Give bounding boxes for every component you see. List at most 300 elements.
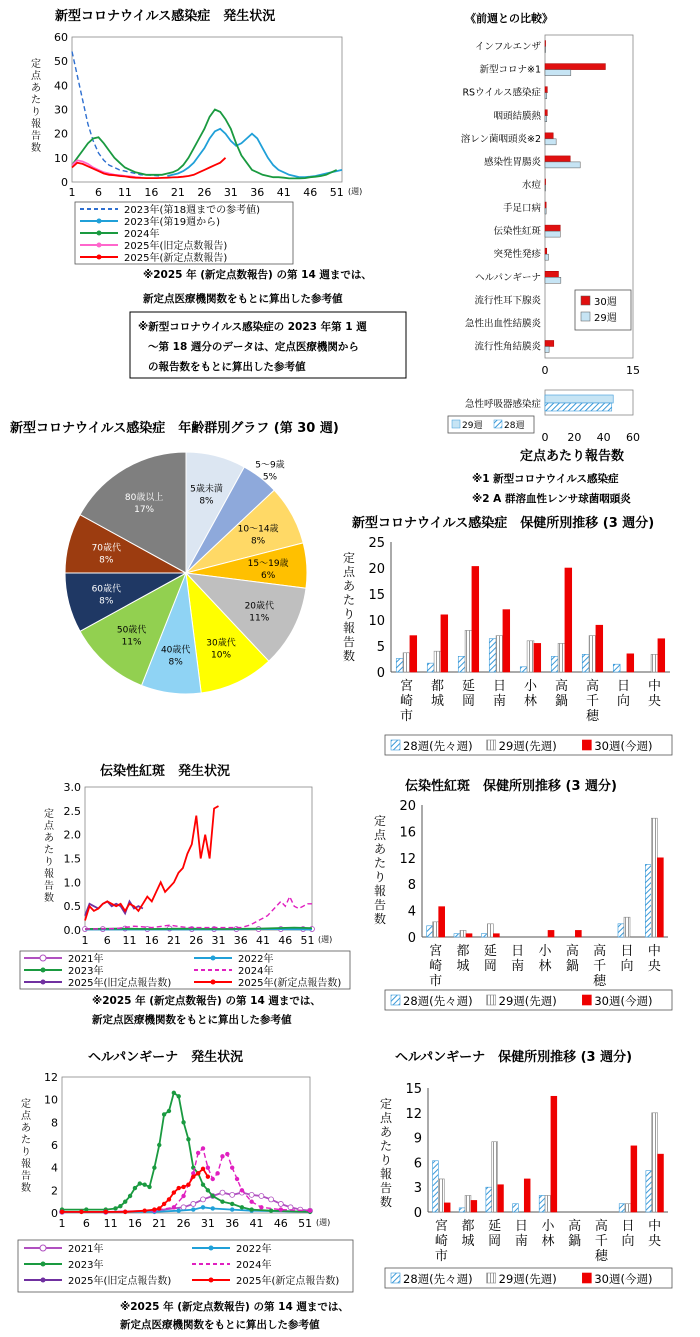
y-axis-label: り [379, 1153, 393, 1167]
legend-label: 29週 [594, 313, 617, 324]
category-label: 南 [514, 1234, 528, 1249]
bar-28週(先々週) [396, 658, 403, 672]
category-label: 千 [594, 1234, 608, 1249]
bar-28週(先々週) [489, 639, 496, 672]
x-tick-label: 41 [256, 934, 271, 947]
data-point [206, 1175, 210, 1179]
bar-30週 [545, 248, 547, 254]
legend-label: 28週(先々週) [403, 739, 473, 753]
y-tick-label: 0 [407, 931, 416, 946]
slice-label: 70歳代 [91, 543, 122, 554]
legend-label: 2025年(新定点数報告) [124, 253, 228, 264]
y-axis-label: 定 [44, 809, 54, 820]
data-point [128, 1194, 132, 1198]
bar-28週(先々週) [520, 667, 527, 672]
data-point [153, 1166, 157, 1170]
category-label: 中 [648, 1219, 662, 1234]
x-tick-label: 16 [144, 186, 159, 199]
bar-28週(先々週) [481, 934, 487, 937]
legend-label: 2021年 [68, 954, 104, 965]
y-tick-label: 1.5 [63, 852, 81, 866]
legend-marker [211, 956, 216, 961]
bar-29週(先週) [465, 1195, 471, 1212]
y-axis-label: り [342, 607, 356, 621]
data-point [182, 1194, 186, 1198]
category-label: 穂 [585, 709, 600, 724]
bar-30週 [545, 41, 546, 47]
y-tick-label: 0 [376, 666, 385, 681]
y-axis-label: り [21, 1147, 31, 1158]
bar-29週 [545, 70, 571, 76]
category-label: 向 [620, 959, 634, 974]
y-axis-label: り [31, 107, 41, 118]
y-axis-label: 定 [342, 551, 356, 565]
y-axis-label: た [373, 856, 387, 870]
herp-trend-chart [18, 1071, 353, 1292]
category-label: RSウイルス感染症 [462, 87, 541, 99]
y-tick-label: 3 [413, 1181, 422, 1197]
data-point [230, 1192, 235, 1197]
y-axis-label: 定 [21, 1099, 31, 1110]
legend-label: 28週(先々週) [403, 1272, 473, 1286]
y-tick-label: 0 [61, 176, 68, 189]
legend-label: 2023年(第19週から) [124, 217, 220, 228]
data-point [172, 1206, 176, 1210]
data-point [230, 1208, 234, 1212]
bar-29週(先週) [527, 641, 534, 672]
y-tick-label: 4 [51, 1161, 58, 1175]
y-axis-label: 数 [21, 1183, 31, 1194]
data-point [211, 1177, 215, 1181]
category-label: 鍋 [565, 959, 579, 974]
y-axis-label: 報 [373, 884, 387, 898]
bar-29週(先週) [487, 924, 493, 937]
eryth-health-title: 伝染性紅斑 保健所別推移 (3 週分) [405, 779, 617, 794]
bar-30週(今週) [551, 1096, 557, 1212]
bar-29週(先週) [624, 917, 630, 937]
legend-label: 29週(先週) [498, 994, 557, 1008]
category-label: 穂 [593, 974, 607, 989]
x-tick-label: 6 [82, 1217, 90, 1230]
legend-label: 30週(今週) [594, 994, 653, 1008]
covid-age-pie [65, 452, 307, 694]
slice-label: 5歳未満 [190, 484, 223, 495]
x-tick-label: 16 [127, 1217, 142, 1230]
bar-30週 [545, 179, 546, 185]
legend-label: 30週(今週) [594, 739, 653, 753]
data-point [221, 1200, 225, 1204]
bar-29週(先週) [403, 653, 410, 672]
legend-label: 2021年 [68, 1244, 104, 1255]
bar-29週 [545, 139, 556, 145]
series-line [62, 1148, 310, 1212]
comparison-title: 《前週との比較》 [465, 12, 553, 25]
data-point [196, 1151, 200, 1155]
data-point [114, 1207, 118, 1211]
plot-frame [72, 37, 342, 182]
bar-28週(先々週) [427, 926, 433, 937]
y-tick-label: 2 [51, 1184, 58, 1198]
legend-swatch [452, 420, 460, 428]
acute-legend [448, 416, 534, 433]
x-tick-label: 6 [94, 186, 102, 199]
y-tick-label: 10 [54, 151, 68, 165]
y-tick-label: 30 [54, 103, 68, 117]
x-tick-label: 11 [122, 934, 137, 947]
category-label: 千 [593, 959, 607, 974]
bar-29週(先週) [433, 922, 439, 937]
bar-30週(今週) [548, 930, 554, 937]
series-line [72, 52, 162, 177]
herp-trend-title: ヘルパンギーナ 発生状況 [88, 1050, 244, 1065]
legend-label: 2025年(新定点報告数) [238, 978, 342, 989]
bar-29週 [545, 254, 549, 260]
category-label: 央 [647, 694, 662, 709]
category-label: 高 [554, 679, 569, 694]
legend-label: 30週 [594, 297, 617, 308]
bar-29週 [545, 185, 546, 191]
category-label: 小 [541, 1219, 555, 1234]
y-axis-label: 定 [379, 1097, 393, 1111]
plot-frame [62, 1077, 310, 1213]
x-tick-label: 11 [117, 186, 132, 199]
y-tick-label: 0.0 [63, 924, 81, 937]
category-label: 都 [456, 944, 470, 959]
category-label: 日 [620, 944, 634, 959]
bar-29週(先週) [492, 1142, 498, 1212]
legend-marker [41, 968, 46, 973]
data-point [143, 1183, 147, 1187]
y-axis-label: り [44, 857, 54, 868]
bar-28週(先々週) [618, 924, 624, 937]
herp-trend-note1: ※2025 年 (新定点数報告) の第 14 週までは、 [120, 1301, 349, 1313]
y-axis-label: 報 [31, 119, 41, 130]
y-axis-label: あ [342, 579, 356, 593]
y-axis-label: た [21, 1135, 31, 1146]
y-axis-label: 定 [373, 814, 387, 828]
x-unit: (週) [348, 187, 363, 196]
data-point [201, 1167, 205, 1171]
y-tick-label: 12 [405, 1106, 422, 1122]
data-point [153, 1208, 157, 1212]
slice-pct: 6% [260, 570, 276, 581]
x-tick-label: 41 [276, 186, 291, 199]
legend-swatch [494, 420, 502, 428]
slice-pct: 8% [199, 496, 214, 507]
bar-30週(今週) [534, 643, 541, 672]
covid-trend-note1: ※2025 年 (新定点数報告) の第 14 週までは、 [143, 269, 372, 281]
series-line [62, 1169, 208, 1212]
bar-30週(今週) [575, 930, 581, 937]
bar-28週(先々週) [513, 1204, 519, 1212]
category-label: 穂 [594, 1249, 608, 1264]
x-tick-label: 1 [81, 934, 89, 947]
category-label: 市 [434, 1249, 448, 1264]
category-label: 急性呼吸器感染症 [464, 399, 541, 410]
data-point [123, 1200, 127, 1204]
y-tick-label: 0.5 [63, 900, 81, 914]
data-point [269, 1197, 274, 1202]
slice-label: 30歳代 [206, 638, 236, 649]
x-tick-label: 51 [298, 1217, 313, 1230]
legend-marker [97, 219, 102, 224]
y-tick-label: 3.0 [63, 781, 81, 794]
bar-30週(今週) [524, 1179, 530, 1212]
y-tick-label: 2.0 [63, 828, 81, 842]
y-axis-label: 報 [21, 1159, 31, 1170]
bar-28週(先々週) [582, 654, 589, 672]
slice-label: 40歳代 [160, 645, 191, 656]
x-tick-label: 0 [541, 431, 549, 444]
category-label: 高 [593, 944, 607, 959]
data-point [138, 1182, 142, 1186]
data-point [187, 1183, 191, 1187]
x-tick-label: 36 [250, 186, 265, 199]
data-point [177, 1094, 181, 1098]
y-tick-label: 10 [368, 614, 385, 629]
bar-28週(先々週) [619, 1204, 625, 1212]
legend-label: 2022年 [236, 1244, 272, 1255]
data-point [196, 1172, 200, 1176]
y-tick-label: 12 [399, 851, 416, 867]
y-axis-label: た [342, 593, 356, 607]
data-point [206, 1189, 210, 1193]
eryth-trend-chart [20, 781, 350, 989]
covid-trend-note2: 新定点医療機関数をもとに算出した参考値 [143, 293, 343, 305]
bar-30週(今週) [439, 907, 445, 937]
y-axis-label: あ [21, 1123, 31, 1134]
comparison-footnote1: ※1 新型コロナウイルス感染症 [472, 473, 619, 485]
bar-29週 [545, 47, 546, 53]
bar-29週(先週) [545, 1195, 551, 1212]
x-tick-label: 46 [278, 934, 293, 947]
series-line [85, 901, 143, 915]
series-2024年 [85, 897, 312, 929]
y-axis-label: あ [373, 842, 387, 856]
herp-health-chart [380, 1082, 672, 1288]
y-tick-label: 4 [407, 904, 416, 920]
legend-label: 2022年 [238, 954, 274, 965]
bar-30週(今週) [503, 610, 510, 672]
covid-trend-title: 新型コロナウイルス感染症 発生状況 [55, 9, 276, 24]
series-line [72, 110, 337, 179]
series-line [167, 129, 342, 177]
bar-29週 [545, 277, 561, 283]
bar-30週(今週) [631, 1146, 637, 1212]
bar-30週 [545, 64, 605, 70]
category-label: 延 [483, 944, 497, 959]
y-tick-label: 1.0 [63, 876, 81, 890]
x-tick-label: 31 [223, 186, 238, 199]
legend [385, 735, 672, 755]
x-tick-label: 40 [596, 431, 611, 444]
data-point [80, 1210, 84, 1214]
legend-swatch [391, 1273, 400, 1283]
y-tick-label: 0 [413, 1206, 422, 1221]
category-label: 高 [594, 1219, 608, 1234]
bar-30週(今週) [565, 568, 572, 672]
bar-28週(先々週) [551, 656, 558, 672]
category-label: 崎 [429, 959, 443, 974]
y-axis-label: あ [31, 83, 41, 94]
x-tick-label: 1 [58, 1217, 66, 1230]
series-2023年 [60, 1091, 312, 1214]
covid-age-title: 新型コロナウイルス感染症 年齢群別グラフ (第 30 週) [10, 421, 339, 436]
series-line [85, 897, 312, 929]
category-label: 伝染性紅斑 [493, 226, 541, 238]
bar-28週(先々週) [486, 1187, 492, 1212]
x-tick-label: 11 [103, 1217, 118, 1230]
category-label: 宮 [434, 1219, 448, 1234]
category-label: 千 [585, 694, 600, 709]
category-label: インフルエンザ [474, 41, 541, 53]
x-tick-label: 51 [329, 186, 344, 199]
x-tick-label: 60 [626, 431, 640, 444]
category-label: 向 [616, 694, 631, 709]
legend-swatch [487, 995, 496, 1005]
category-label: 央 [648, 1234, 662, 1249]
y-axis-label: 報 [379, 1167, 393, 1181]
legend-marker [97, 255, 102, 260]
y-tick-label: 5 [376, 640, 385, 655]
bar-30週(今週) [493, 934, 499, 937]
legend-swatch [487, 740, 496, 750]
y-axis-label: た [31, 95, 41, 106]
eryth-trend-title: 伝染性紅斑 発生状況 [100, 764, 231, 779]
plot-frame [85, 787, 312, 930]
bar-30週 [545, 133, 553, 139]
data-point [230, 1166, 234, 1170]
category-label: 南 [511, 959, 525, 974]
slice-pct: 8% [99, 596, 114, 607]
legend-label: 28週(先々週) [403, 994, 473, 1008]
category-label: 南 [492, 694, 507, 709]
y-tick-label: 20 [54, 127, 68, 141]
bar-30週(今週) [657, 858, 663, 937]
category-label: 高 [565, 944, 579, 959]
slice-pct: 11% [249, 613, 270, 624]
data-point [143, 1209, 147, 1213]
category-label: 宮 [399, 679, 414, 694]
legend-label: 2025年(旧定点報告数) [68, 1276, 172, 1287]
legend-marker [41, 1278, 46, 1283]
category-label: 林 [541, 1234, 555, 1249]
series-2024年 [72, 110, 337, 179]
data-point [104, 1210, 108, 1214]
category-label: 崎 [399, 694, 414, 709]
y-axis-label: 報 [44, 869, 54, 880]
bar-29週(先週) [625, 1204, 631, 1212]
bar-29週(先週) [652, 1113, 658, 1212]
category-label: 日 [492, 679, 507, 694]
bar-30週(今週) [498, 1185, 504, 1212]
bar-30週(今週) [444, 1203, 450, 1212]
eryth-trend-legend [20, 951, 350, 989]
y-axis-label: 数 [31, 143, 41, 154]
data-point [250, 1200, 254, 1204]
data-point [177, 1186, 181, 1190]
data-point [167, 1198, 171, 1202]
bar-28週(先々週) [646, 1171, 652, 1212]
bar-29週 [545, 162, 580, 168]
x-tick-label: 21 [170, 186, 185, 199]
y-axis-label: 点 [21, 1111, 31, 1122]
legend-label: 2025年(旧定点数報告) [124, 241, 228, 252]
data-point [148, 1185, 152, 1189]
category-label: 都 [461, 1219, 475, 1234]
data-point [240, 1189, 244, 1193]
y-tick-label: 15 [405, 1082, 422, 1097]
covid-health-title: 新型コロナウイルス感染症 保健所別推移 (3 週分) [352, 516, 655, 531]
herp-trend-note2: 新定点医療機関数をもとに算出した参考値 [120, 1319, 320, 1331]
data-point [278, 1201, 283, 1206]
bar-30週(今週) [472, 566, 479, 672]
category-label: 中 [647, 679, 662, 694]
x-tick-label: 26 [189, 934, 204, 947]
x-tick-label: 21 [167, 934, 182, 947]
legend-label: 2023年 [68, 966, 104, 977]
data-point [157, 1143, 161, 1147]
category-label: 林 [523, 694, 538, 709]
slice-label: 50歳代 [116, 625, 147, 636]
category-label: 溶レン菌咽頭炎※2 [460, 133, 541, 145]
category-label: 突発性発疹 [493, 249, 541, 261]
legend-label: 29週 [462, 421, 483, 431]
bar-29週 [545, 116, 547, 122]
comparison-xlabel: 定点あたり報告数 [520, 449, 625, 464]
data-point [182, 1121, 186, 1125]
y-axis-label: 数 [379, 1195, 393, 1209]
data-point [172, 1191, 176, 1195]
data-point [182, 1185, 186, 1189]
x-tick-label: 1 [68, 186, 76, 199]
category-label: 林 [538, 959, 552, 974]
legend-label: 2025年(旧定点報告数) [68, 978, 172, 989]
slice-pct: 5% [262, 472, 278, 483]
data-point [119, 1204, 123, 1208]
bar-29週(先週) [651, 654, 658, 672]
legend-marker [211, 980, 216, 985]
data-point [206, 1166, 210, 1170]
legend-label: 29週(先週) [498, 739, 557, 753]
category-label: 延 [488, 1219, 502, 1234]
eryth-trend-note1: ※2025 年 (新定点数報告) の第 14 週までは、 [92, 995, 321, 1007]
y-axis-label: 告 [342, 635, 356, 649]
bar-30週(今週) [410, 636, 417, 672]
category-label: 水痘 [521, 179, 541, 191]
data-point [201, 1183, 205, 1187]
legend-label: 2024年 [124, 229, 160, 240]
slice-label: 80歳以上 [124, 493, 164, 504]
data-point [85, 1208, 89, 1212]
category-label: 流行性耳下腺炎 [474, 295, 541, 307]
slice-label: 20歳代 [244, 601, 275, 612]
bar-30週(今週) [466, 934, 472, 937]
y-axis-label: 告 [379, 1181, 393, 1195]
category-label: 市 [429, 974, 443, 989]
acute-respiratory-chart [448, 390, 640, 444]
covid-trend-legend [75, 202, 293, 264]
data-point [250, 1208, 254, 1212]
category-label: 手足口病 [502, 203, 541, 215]
y-axis-label: り [373, 870, 387, 884]
bar-28週(先々週) [458, 656, 465, 672]
bar-29週(先週) [496, 636, 503, 672]
y-axis-label: た [44, 845, 54, 856]
category-label: 城 [456, 959, 470, 974]
comparison-footnote2: ※2 A 群溶血性レンサ球菌咽頭炎 [472, 493, 631, 505]
y-tick-label: 60 [54, 31, 68, 44]
